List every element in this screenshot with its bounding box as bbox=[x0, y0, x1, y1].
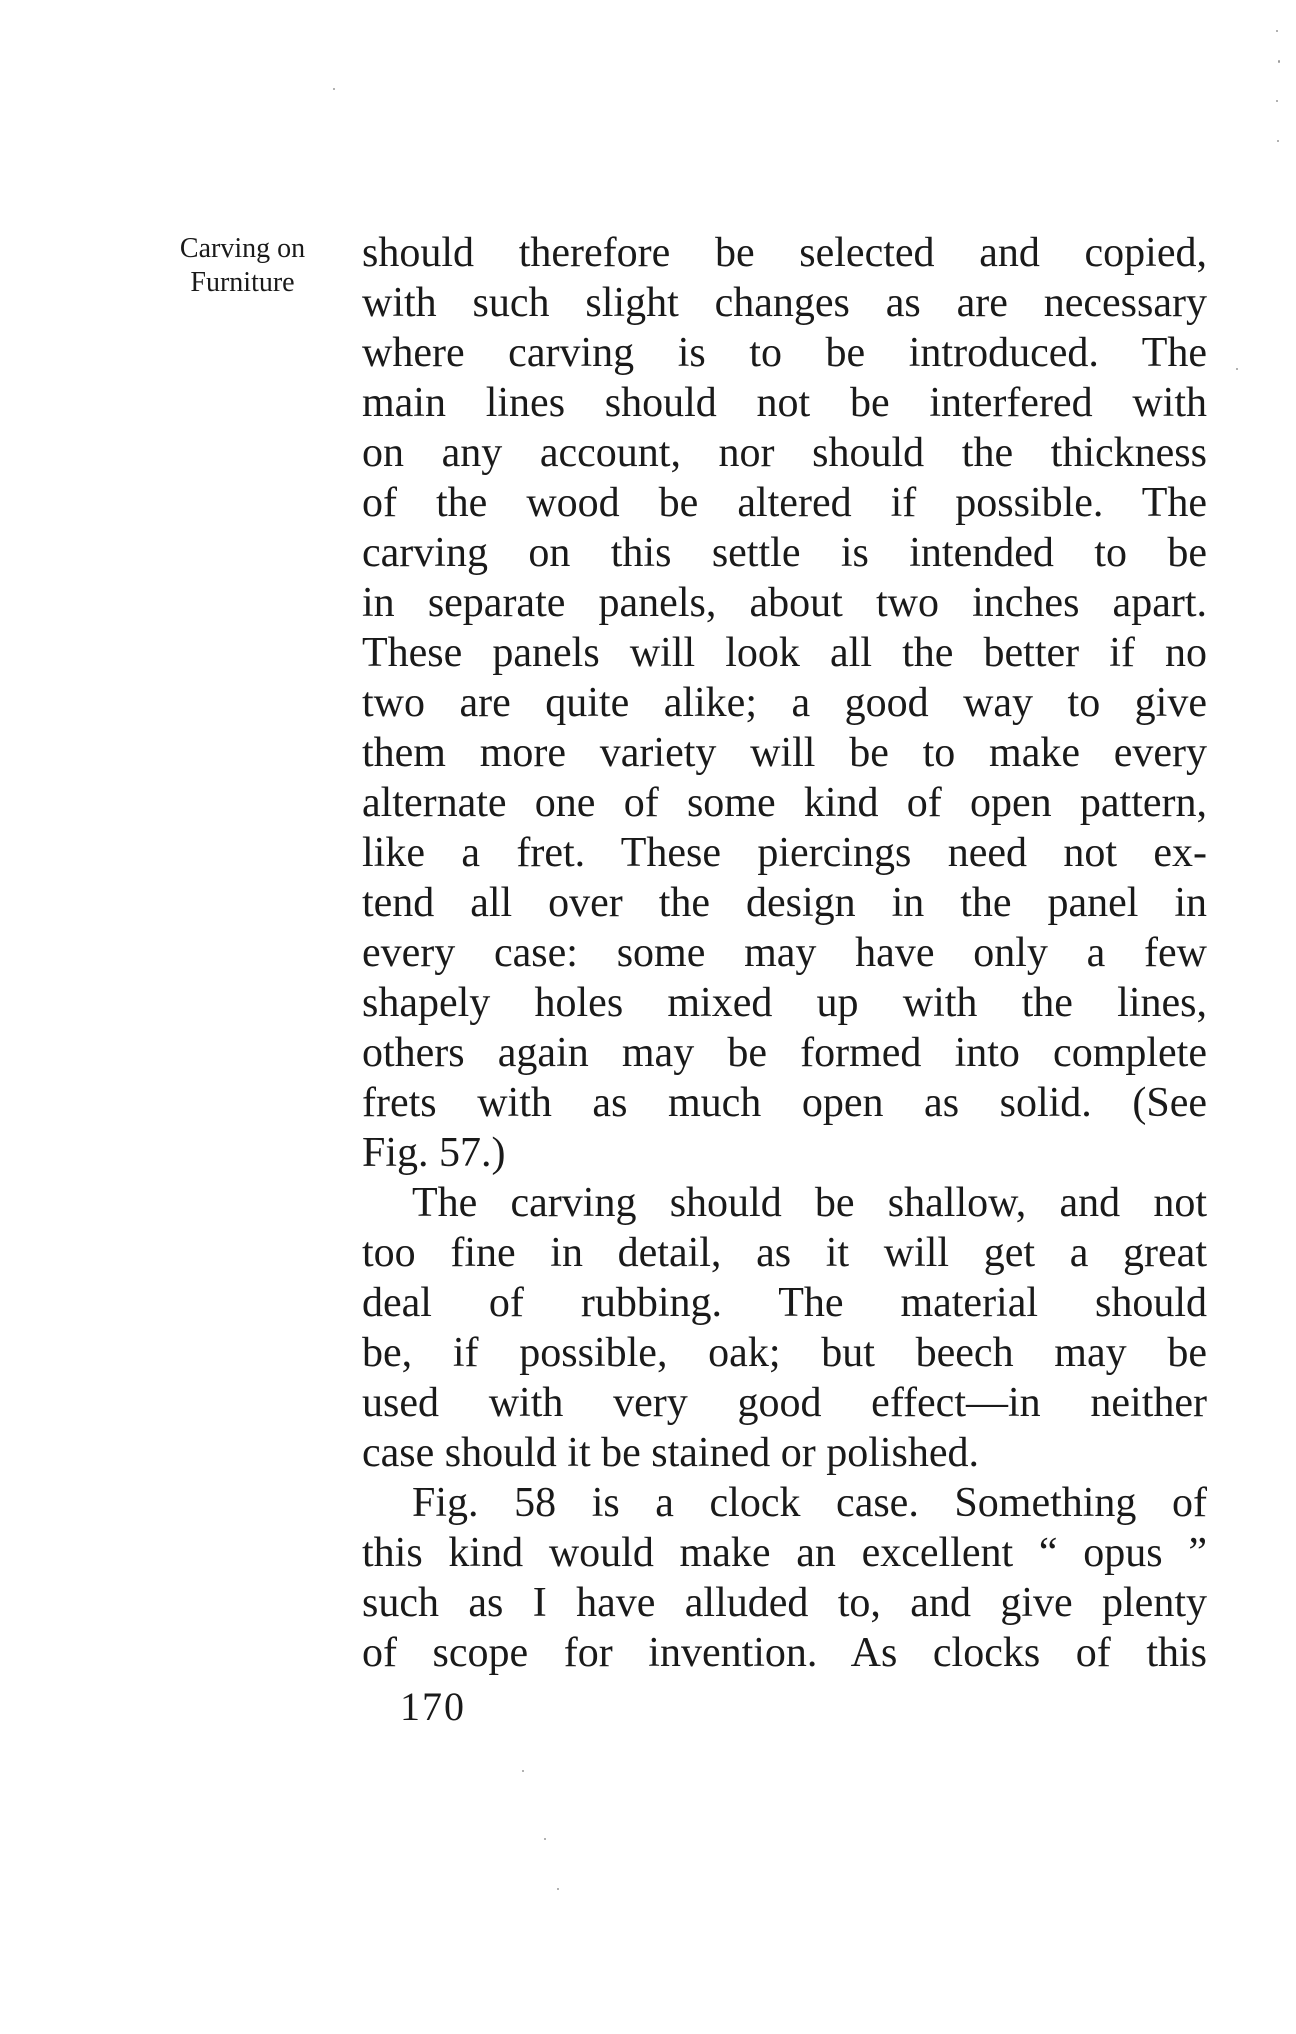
text-line: every case: some may have only a few bbox=[362, 930, 1207, 976]
margin-note bbox=[150, 232, 335, 300]
text-line: shapely holes mixed up with the lines, bbox=[362, 980, 1207, 1026]
body-text bbox=[362, 228, 1207, 1678]
text-line: These panels will look all the better if no bbox=[362, 630, 1207, 676]
scan-speck bbox=[1277, 140, 1279, 142]
scan-speck bbox=[333, 88, 335, 90]
text-line: with such slight changes as are necessary bbox=[362, 280, 1207, 326]
margin-note-line-1: Carving on bbox=[179, 233, 306, 264]
text-line: should therefore be selected and copied, bbox=[362, 230, 1207, 276]
text-line: carving on this settle is intended to be bbox=[362, 530, 1207, 576]
margin-note-line-2: Furniture bbox=[190, 267, 295, 298]
page-number: 170 bbox=[400, 1684, 466, 1729]
text-line: such as I have alluded to, and give plenty bbox=[362, 1580, 1207, 1626]
text-line: in separate panels, about two inches apart. bbox=[362, 580, 1207, 626]
text-line: of the wood be altered if possible. The bbox=[362, 480, 1207, 526]
text-line: The carving should be shallow, and not bbox=[412, 1180, 1207, 1226]
text-line: main lines should not be interfered with bbox=[362, 380, 1207, 426]
text-line: Fig. 57.) bbox=[362, 1130, 506, 1176]
text-line: case should it be stained or polished. bbox=[362, 1430, 980, 1476]
scan-speck bbox=[1236, 368, 1238, 370]
text-line: this kind would make an excellent “ opus ” bbox=[362, 1530, 1207, 1576]
text-line: frets with as much open as solid. (See bbox=[362, 1080, 1207, 1126]
text-line: too fine in detail, as it will get a great bbox=[362, 1230, 1207, 1276]
text-line: be, if possible, oak; but beech may be bbox=[362, 1330, 1207, 1376]
text-line: others again may be formed into complete bbox=[362, 1030, 1207, 1076]
text-line: two are quite alike; a good way to give bbox=[362, 680, 1207, 726]
text-line: tend all over the design in the panel in bbox=[362, 880, 1207, 926]
scan-speck bbox=[557, 1888, 559, 1890]
text-line: them more variety will be to make every bbox=[362, 730, 1207, 776]
text-line: deal of rubbing. The material should bbox=[362, 1280, 1207, 1326]
text-line: like a fret. These piercings need not ex- bbox=[362, 830, 1207, 876]
text-line: alternate one of some kind of open pattern, bbox=[362, 780, 1207, 826]
scan-speck bbox=[1276, 100, 1278, 102]
scan-speck bbox=[1276, 30, 1278, 32]
text-line: on any account, nor should the thickness bbox=[362, 430, 1207, 476]
text-line: where carving is to be introduced. The bbox=[362, 330, 1207, 376]
scan-speck bbox=[544, 1838, 546, 1840]
text-line: Fig. 58 is a clock case. Something of bbox=[412, 1480, 1207, 1526]
scan-speck bbox=[1278, 60, 1280, 63]
text-line: used with very good effect—in neither bbox=[362, 1380, 1207, 1426]
text-line: of scope for invention. As clocks of this bbox=[362, 1630, 1207, 1676]
scan-speck bbox=[522, 1770, 524, 1772]
